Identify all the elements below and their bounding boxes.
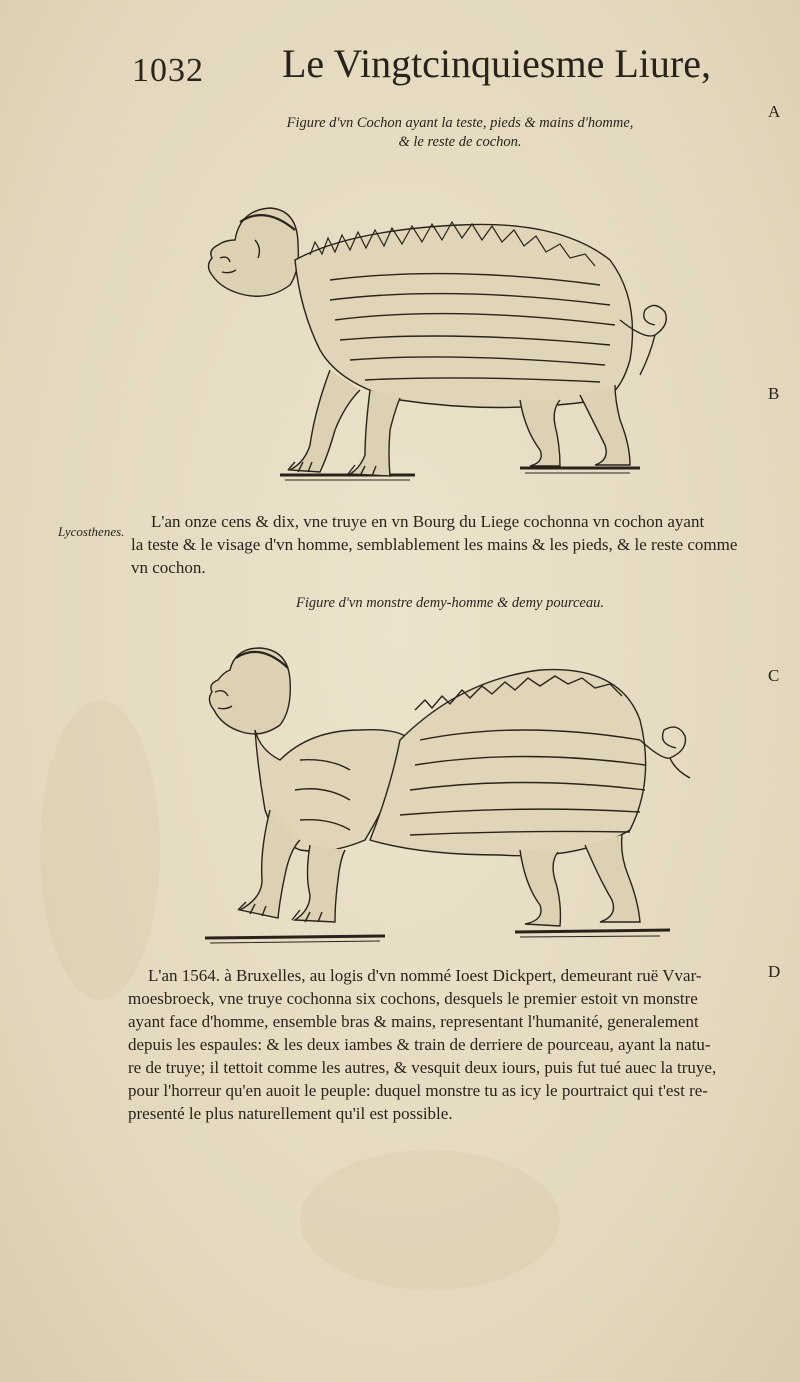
paragraph-2 bbox=[128, 962, 781, 1125]
paragraph-2-line-text: L'an 1564. à Bruxelles, au logis d'vn nommé Ioest Dickpert, demeurant ruë Vvar- bbox=[148, 966, 702, 985]
paper-stain bbox=[300, 1150, 560, 1290]
paragraph-2-line: pour l'horreur qu'en auoit le peuple: duquel monstre tu as icy le pourtraict qui t'est re- bbox=[128, 1081, 708, 1100]
margin-letter-c: C bbox=[768, 666, 780, 685]
margin-letter-d: D bbox=[768, 962, 781, 981]
paper-stain bbox=[40, 700, 160, 1000]
woodcut-half-man-half-pig bbox=[200, 640, 700, 950]
figure1-caption-line1: Figure d'vn Cochon ayant la teste, pieds & mains d'homme, bbox=[286, 115, 634, 131]
paragraph-1-line-text: L'an onze cens & dix, vne truye en vn Bourg du Liege cochonna vn cochon ayant bbox=[151, 512, 705, 531]
paragraph-2-line: ayant face d'homme, ensemble bras & mains, representant l'humanité, generalement bbox=[128, 1012, 699, 1031]
figure1-caption-line2: & le reste de cochon. bbox=[398, 134, 522, 150]
paragraph-2-line: moesbroeck, vne truye cochonna six cochons, desquels le premier estoit vn monstre bbox=[128, 989, 698, 1008]
paragraph-2-line: depuis les espaules: & les deux iambes & train de derriere de pourceau, ayant la natu- bbox=[128, 1035, 711, 1054]
paragraph-2-line: re de truye; il tettoit comme les autres, & vesquit deux iours, puis fut tué auec la truye, bbox=[128, 1058, 717, 1077]
paragraph-2-line: presenté le plus naturellement qu'il est possible. bbox=[128, 1104, 453, 1123]
woodcut-pig-with-human-head bbox=[200, 200, 680, 500]
paragraph-1-line: la teste & le visage d'vn homme, semblablement les mains & les pieds, & le reste comme bbox=[131, 535, 738, 554]
page-number: 1032 bbox=[132, 52, 204, 89]
margin-letter-a: A bbox=[768, 102, 781, 121]
running-title: Le Vingtcinquiesme Liure, bbox=[282, 41, 711, 86]
paragraph-1-line: vn cochon. bbox=[131, 558, 206, 577]
figure1-caption bbox=[200, 114, 720, 152]
paragraph-1-line bbox=[131, 510, 771, 533]
margin-letter-b: B bbox=[768, 384, 780, 403]
paragraph-2-line bbox=[128, 962, 781, 987]
side-note-lycosthenes: Lycosthenes. bbox=[58, 524, 125, 539]
paragraph-1 bbox=[131, 510, 771, 579]
figure2-caption: Figure d'vn monstre demy-homme & demy pourceau. bbox=[296, 595, 604, 611]
